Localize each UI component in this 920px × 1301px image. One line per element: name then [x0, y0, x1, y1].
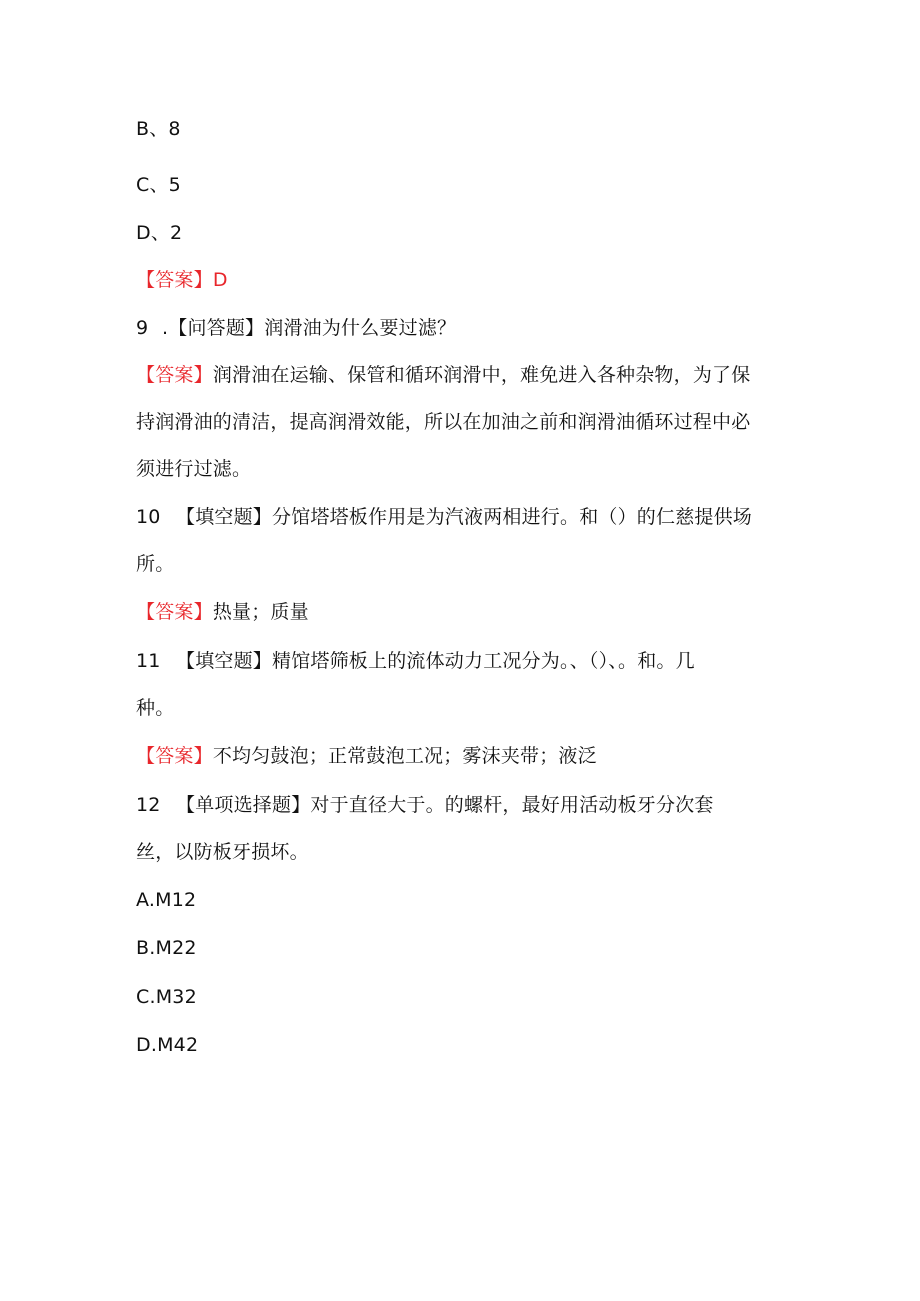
q11-question-line-2: 种。 — [136, 697, 175, 719]
q9-answer-line-1 — [136, 362, 750, 388]
answer-tag: 【答案】 — [136, 745, 213, 767]
question-text: 【填空题】精馆塔筛板上的流体动力工况分为。、（）、。和。几 — [176, 650, 695, 672]
answer-text: D — [212, 269, 228, 291]
q10-question-line-1 — [136, 504, 752, 530]
answer-tag: 【答案】 — [136, 601, 213, 623]
answer-tag: 【答案】 — [136, 364, 213, 386]
answer-text: 不均匀鼓泡；正常鼓泡工况；雾沫夹带；液泛 — [212, 745, 597, 767]
question-number: 11 — [136, 650, 161, 672]
q12-option-d: D.M42 — [136, 1034, 199, 1056]
q10-answer — [136, 599, 309, 625]
q12-option-b: B.M22 — [136, 937, 197, 959]
question-text: 【单项选择题】对于直径大于。的螺杆，最好用活动板牙分次套 — [176, 794, 714, 816]
q9-answer-line-2: 持润滑油的清洁，提高润滑效能，所以在加油之前和润滑油循环过程中必 — [136, 411, 751, 433]
q9-answer-line-3: 须进行过滤。 — [136, 458, 252, 480]
option-d: D、2 — [136, 222, 183, 244]
question-number: 12 — [136, 794, 161, 816]
question-text: 【问答题】润滑油为什么要过滤？ — [168, 317, 457, 339]
q9-question — [136, 315, 456, 341]
answer-text: 热量；质量 — [212, 601, 309, 623]
question-dot: . — [162, 317, 169, 339]
question-text: 【填空题】分馆塔塔板作用是为汽液两相进行。和（）的仁慈提供场 — [176, 506, 753, 528]
question-number: 9 — [136, 317, 149, 339]
q12-option-c: C.M32 — [136, 986, 197, 1008]
q12-question-line-1 — [136, 792, 714, 818]
q11-answer — [136, 743, 597, 769]
q10-question-line-2: 所。 — [136, 553, 175, 575]
q11-question-line-1 — [136, 648, 695, 674]
q12-option-a: A.M12 — [136, 889, 197, 911]
answer-tag: 【答案】 — [136, 269, 213, 291]
option-b: B、8 — [136, 118, 181, 140]
question-number: 10 — [136, 506, 161, 528]
option-c: C、5 — [136, 174, 181, 196]
q12-question-line-2: 丝，以防板牙损坏。 — [136, 841, 309, 863]
answer-text: 润滑油在运输、保管和循环润滑中，难免进入各种杂物，为了保 — [212, 364, 751, 386]
q8-answer — [136, 267, 228, 293]
